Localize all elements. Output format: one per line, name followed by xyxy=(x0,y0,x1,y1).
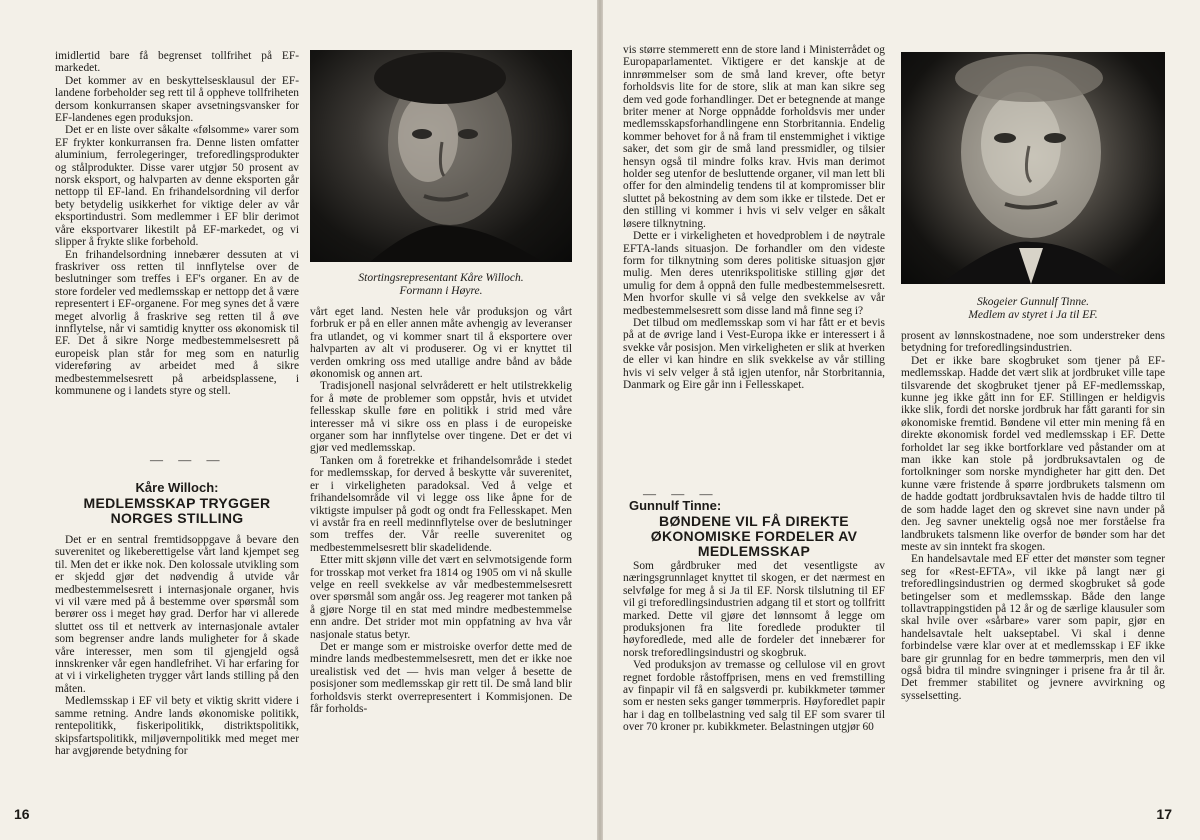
article-heading-tinne xyxy=(623,498,885,559)
paragraph: En handelsavtale med EF etter det mønster som tegner seg for «Rest-EFTA», vil ikke på langt nær gi treforedlingsindustrien og dermed skogbruket så gode betingelser som et medlemsskap. Både den lange tollavtrappingstiden på 12 år og de særlige klausuler som skal hvile over «sårbare» varer som papir, gjør en handelsavtale helt uakseptabel. Vi skal i denne forbindelse være klar over at et medlemsskap i EF ikke bare gir grunnlag for en bedre tømmerpris, men den vil også bidra til mindre svingninger i prisene fra år til år. Det fremmer stabilitet og jevnere avvirkning og sysselsetting. xyxy=(901,553,1165,702)
article-title-line: MEDLEMSSKAP TRYGGER xyxy=(83,495,271,511)
paragraph: Tradisjonell nasjonal selvråderett er helt utilstrekkelig for å møte de problemer som oppstår, hvis et utvidet fellesskap skulle føre en politikk i strid med våre interesser må vi sikre oss en plass i de europeiske organer som har innflytelse over tingene. Det er det vi gjør ved medlemsskap. xyxy=(310,380,572,455)
right-column-bottom-text xyxy=(623,560,885,786)
paragraph: Tanken om å foretrekke et frihandelsområde i stedet for medlemsskap, for derved å beskytte vår suverenitet, er i virkeligheten paradoksal. Ved å velge et frihandelsområde vil vi legge oss like åpne for de viktigste impulser på godt og ondt fra Fellesskapet. Men vi avstår fra en reell medinnflytelse over de beslutninger som treffes der. Vår reelle suverenitet og medbestemmelsesrett blir skadelidende. xyxy=(310,454,572,554)
paragraph: Det er en liste over såkalte «følsomme» varer som EF frykter konkurransen fra. Denne listen omfatter aluminium, ferrolegeringer, treforedlingsprodukter og stålprodukter. Disse varer utgjør 50 prosent av norsk eksport, og halvparten av denne eksporten går nettopp til EF-land. En frihandelsordning vil derfor bety betydelig usikkerhet for viktige deler av vår eksportindustri. Som medlemmer i EF blir derimot våre eksportvarer likestilt på EF-markedet, og vi slipper å frykte slike forbehold. xyxy=(55,124,299,249)
article-title-line: ØKONOMISKE FORDELER AV xyxy=(650,528,858,544)
paragraph: Ved produksjon av tremasse og cellulose vil en grovt regnet fordoble råstoffprisen, mens en ved fremstilling av finpapir vil få en salgsverdi pr. kubikkmeter tømmer som er nesten seks ganger tømmerpris. Høyforedlet papir har i dag en tollbelastning ved salg til EF som svarer til over 70 kroner pr. kubikkmeter. Belastningen utgjør 60 xyxy=(623,659,885,734)
portrait-illustration xyxy=(901,52,1165,284)
article-title-line: MEDLEMSSKAP xyxy=(697,543,811,559)
caption-line: Stortingsrepresentant Kåre Willoch. xyxy=(358,272,524,284)
paragraph: Det er en sentral fremtidsoppgave å bevare den suverenitet og likeberettigelse vårt land kjempet seg til. Men det er ikke nok. Den kolossale utvikling som er skjedd gjør det nødvendig å utvide vår medbestemmelsesrett i internasjonale organer, hvis vi vil være med på å bestemme over spørsmål som berører oss i meget høy grad. Derfor har vi allerede sluttet oss til et nettverk av internasjonale avtaler som begrenser andre lands muligheter for å skade våre interesser, men som til gjengjeld også innskrenker vår egen handlefrihet. Vi har erfaring for at vi i virkeligheten trygger vårt lands stilling på den måten. xyxy=(55,534,299,695)
paragraph: Det er mange som er mistroiske overfor dette med de mindre lands medbestemmelsesrett, men det er ikke noe urealistisk ved det — hvis man velger å besette de posisjoner som medlemsskap gir rett til. De små land blir forholdsvis sterkt overrepresentert i Kommisjonen. De får forholds- xyxy=(310,640,572,715)
paragraph: Medlemsskap i EF vil bety et viktig skritt videre i samme retning. Andre lands økonomiske politikk, rentepolitikk, fiskeripolitikk, distriktspolitikk, skipsfartspolitikk, miljøvernpolitikk med meget mer har avgjørende betydning for xyxy=(55,695,299,757)
paragraph: imidlertid bare få begrenset tollfrihet på EF-markedet. xyxy=(55,50,299,75)
right-second-column-text xyxy=(901,330,1165,786)
paragraph: Som gårdbruker med det vesentligste av næringsgrunnlaget knyttet til skogen, er det nærmest en selvfølge for meg å si Ja til EF. Norsk tilslutning til EF vil gi treforedlingsindustrien adgang til et stort og tollfritt marked. Dette vil gjøre det lønnsomt å legge om produksjonen fra lite foredlede produkter til høyforedlede, med alle de fordeler det innebærer for norsk treforedlingsindustri og skogbruk. xyxy=(623,560,885,659)
right-page xyxy=(603,0,1200,840)
article-title-line: NORGES STILLING xyxy=(110,510,244,526)
paragraph: Dette er i virkeligheten et hovedproblem i de nøytrale EFTA-lands situasjon. De forhandler om den videste form for tilknytning som deres politiske situasjon gjør mulig. Men deres utenrikspolitiske stilling gjør det umulig for dem å oppnå den fulle medbestemmelsesrett. Men hvorfor skulle vi så velge den svekkelse av vår medbestemmelsesrett som disse land må finne seg i? xyxy=(623,230,885,317)
page-number: 17 xyxy=(1156,806,1172,822)
left-second-column-text xyxy=(310,306,572,780)
paragraph: Etter mitt skjønn ville det vært en selvmotsigende form for trosskap mot verket fra 1814 og 1905 om vi nå skulle velge en reell svekkelse av vår medbestemmelsesrett over spørsmål som angår oss. Jeg reagerer mot tanken på å gjøre Norge til en stat med mindre medbestemmelse enn andre. Det strider mot min oppfatning av hva vår nasjonale status betyr. xyxy=(310,554,572,641)
paragraph: Det tilbud om medlemsskap som vi har fått er et bevis på at de øvrige land i Vest-Europa ikke er interessert i å svekke vår posisjon. Men virkeligheten er slik at hverken de eller vi kan hindre en slik svekkelse av vår stilling hvis vi selv velger å stå igjen utenfor, når Storbritannia, Danmark og Eire går inn i Fellesskapet. xyxy=(623,316,885,391)
photo-caption-tinne xyxy=(901,296,1165,322)
portrait-illustration xyxy=(310,50,572,262)
photo-caption-willoch xyxy=(310,272,572,298)
portrait-photo-tinne xyxy=(901,52,1165,284)
article-author: Kåre Willoch: xyxy=(135,480,219,495)
portrait-photo-willoch xyxy=(310,50,572,262)
paragraph: prosent av lønnskostnadene, noe som understreker dens betydning for treforedlingsindustrien. xyxy=(901,330,1165,355)
paragraph: Det kommer av en beskyttelsesklausul der EF-landene forbeholder seg rett til å oppheve tollfriheten dersom konkurransen skaper avsetningsvansker for EF-landenes egen produksjon. xyxy=(55,74,299,125)
paragraph: En frihandelsordning innebærer dessuten at vi fraskriver oss retten til innflytelse over de beslutninger som treffes i EF's organer. En av de store fordeler ved medlemsskap er nettopp det å være representert i EF-organene. For meg synes det å være meget alvorlig å fraskrive seg retten til å øve innflytelse, når vi samtidig knytter oss økonomisk til EF. Det å sikre Norge medbestemmelsesrett på europeisk plan står for meg som en naturlig videreføring av arbeidet med å sikre medbestemmelsesrett på arbeidsplassene, i kommunene og i landets styre og stell. xyxy=(55,248,299,397)
section-divider: — — — xyxy=(643,486,719,501)
caption-line: Formann i Høyre. xyxy=(399,285,483,297)
right-column-top-text xyxy=(623,44,885,470)
section-divider: — — — xyxy=(150,452,226,467)
page-number: 16 xyxy=(14,806,30,822)
caption-line: Skogeier Gunnulf Tinne. xyxy=(976,296,1090,308)
caption-line: Medlem av styret i Ja til EF. xyxy=(968,309,1098,321)
paragraph: Det er ikke bare skogbruket som tjener på EF-medlemsskap. Hadde det vært slik at jordbruket ville tape tilsvarende det skogbruket tjener på EF-medlemsskap, kunne jeg ikke gått inn for EF. Stillingen er heldigvis ikke slik, fordi det norske jordbruk har fått garanti for sin økonomiske fremtid. Bøndene vil etter min mening få en direkte økonomisk fordel ved medlemsskap i EF. Dette forholdet lar seg ikke bortforklare ved påstander om at man ikke kan stole på jordbruksavtalen og de fortolkninger som norske myndigheter har gitt den. Det kunne være fristende å spørre jordbrukets talsmenn om de hadde godtatt jordbruksavtalen hvis de hadde tiltro til de som hadde laget den og skrevet sine navn under på den. Jeg savner unektelig også noe mer forståelse fra landbrukets talsmenn like overfor de bønder som har det meste av sin inntekt fra skogen. xyxy=(901,354,1165,553)
left-column-top-text xyxy=(55,50,299,397)
paragraph: vis større stemmerett enn de store land i Ministerrådet og Europaparlamentet. Viktigere er det kanskje at de innrømmelser som de små land krever, ofte betyr forholdsvis lite for de store, slik at man kan sikre seg dem ved gode forhandlinger. Det er betegnende at mange briter mener at Norge oppnådde forholdsvis mer under medlemsskapsforhandlingene enn Storbritannia. Endelig kommer behovet for å nå fram til enstemmighet i viktige saker, det som gir de små land pressmidler, og tilsier hensyn også til mindre folks krav. Hvis man derimot holder seg utenfor de besluttende organer, vil man lett bli offer for den almindelig tendens til at kompromisser blir sluttet på bekostning av dem som ikke er tilstede. Det er den stilling vi kommer i hvis vi selv velger en såkalt løsere tilknytning. xyxy=(623,44,885,230)
article-title-line: BØNDENE VIL FÅ DIREKTE xyxy=(659,513,849,529)
left-page xyxy=(0,0,597,840)
left-column-bottom-text xyxy=(55,534,299,780)
paragraph: vårt eget land. Nesten hele vår produksjon og vårt forbruk er på en eller annen måte avhengig av leveranser fra utlandet, og vi kommer snart til å eksportere over halvparten av alt vi produserer. Og vi er knyttet til verden omkring oss med utallige andre bånd av både økonomisk og annen art. xyxy=(310,306,572,381)
article-heading-willoch xyxy=(55,480,299,526)
article-author: Gunnulf Tinne: xyxy=(629,498,722,513)
